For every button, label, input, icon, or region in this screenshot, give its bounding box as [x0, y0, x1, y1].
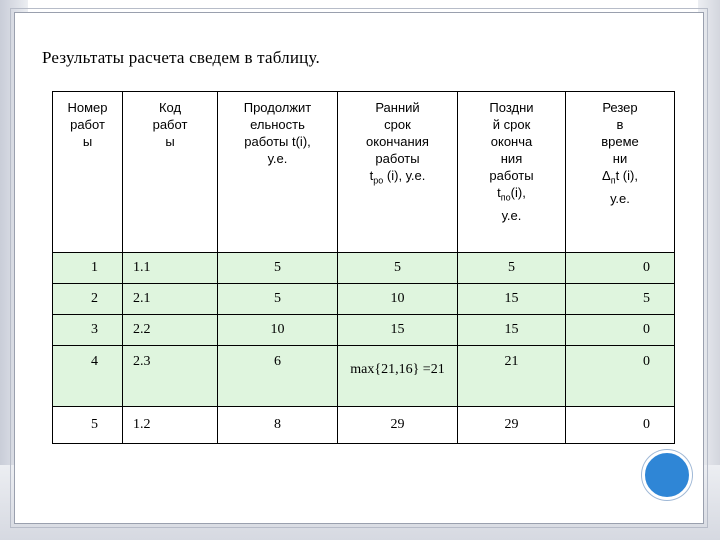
cell-work-number: 5: [53, 407, 123, 444]
header-work-number: Номер работ ы: [53, 92, 123, 253]
table-row: [53, 346, 675, 407]
cell-reserve: 0: [566, 315, 675, 346]
cell-early-finish: 5: [338, 253, 458, 284]
cell-duration: 5: [218, 284, 338, 315]
table-row: [53, 284, 675, 315]
header-row: [53, 92, 675, 253]
cell-duration: 6: [218, 346, 338, 407]
cell-reserve: 0: [566, 407, 675, 444]
cell-work-code: 1.1: [123, 253, 218, 284]
table-row: [53, 253, 675, 284]
header-early-finish: Ранний срок окончания работы $t_{ро}$ (i), у.е.: [338, 92, 458, 253]
cell-late-finish: 15: [458, 315, 566, 346]
cell-early-finish: max{21,16} =21: [338, 346, 458, 407]
intro-text: Результаты расчета сведем в таблицу.: [42, 48, 320, 67]
header-time-reserve: Резер в време ни $\Delta_пt$ (i), у.е.: [566, 92, 675, 253]
results-table: [52, 91, 675, 444]
header-work-code: Код работ ы: [123, 92, 218, 253]
cell-early-finish: 15: [338, 315, 458, 346]
table-row: [53, 407, 675, 444]
cell-work-number: 4: [53, 346, 123, 407]
cell-work-code: 2.2: [123, 315, 218, 346]
cell-reserve: 5: [566, 284, 675, 315]
cell-duration: 5: [218, 253, 338, 284]
cell-duration: 10: [218, 315, 338, 346]
header-late-finish: Поздни й срок оконча ния работы $t_{по}(i)$, у.е.: [458, 92, 566, 253]
cell-late-finish: 15: [458, 284, 566, 315]
cell-reserve: 0: [566, 346, 675, 407]
cell-work-code: 2.1: [123, 284, 218, 315]
cell-early-finish: 29: [338, 407, 458, 444]
cell-late-finish: 29: [458, 407, 566, 444]
cell-work-code: 1.2: [123, 407, 218, 444]
cell-early-finish: 10: [338, 284, 458, 315]
table-row: [53, 315, 675, 346]
cell-late-finish: 5: [458, 253, 566, 284]
cell-work-number: 2: [53, 284, 123, 315]
cell-work-number: 3: [53, 315, 123, 346]
cell-reserve: 0: [566, 253, 675, 284]
cell-duration: 8: [218, 407, 338, 444]
header-duration: Продолжит ельность работы t(i), у.е.: [218, 92, 338, 253]
cell-work-number: 1: [53, 253, 123, 284]
cell-late-finish: 21: [458, 346, 566, 407]
decorative-circle: [642, 450, 692, 500]
cell-work-code: 2.3: [123, 346, 218, 407]
